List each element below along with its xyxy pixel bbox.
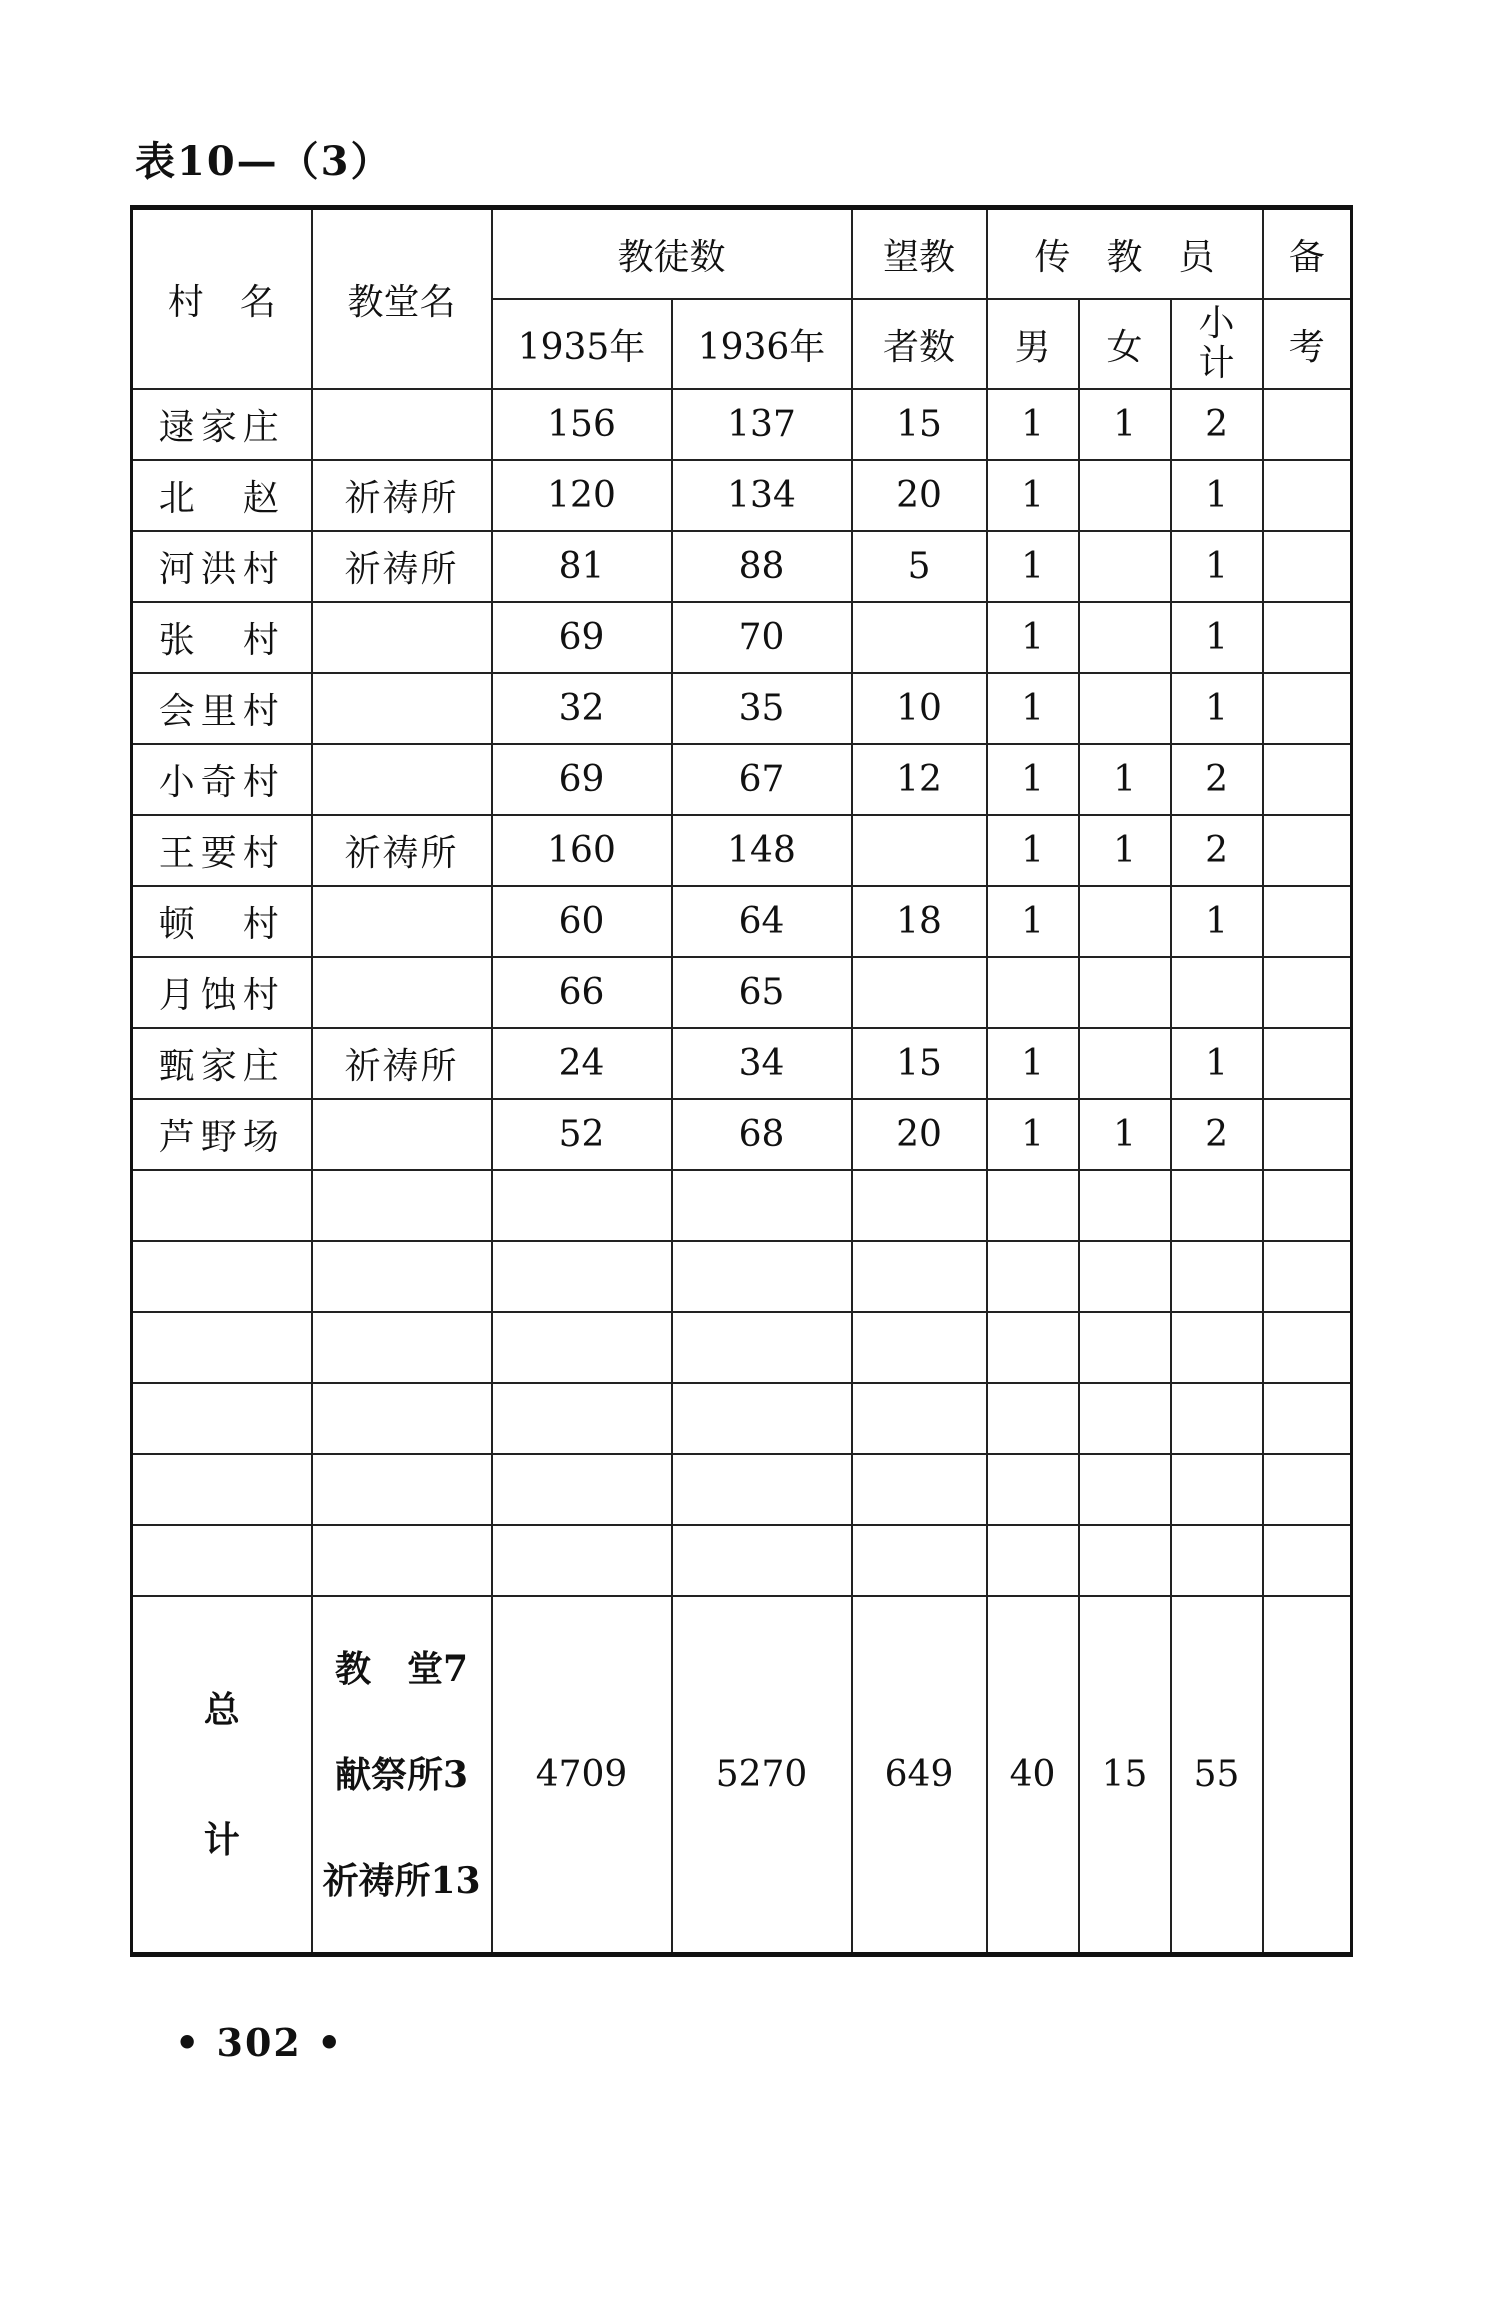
- cell-remarks: [1263, 389, 1352, 460]
- cell-remarks: [1263, 602, 1352, 673]
- cell-church: [312, 673, 492, 744]
- cell-believers-1936: 148: [672, 815, 852, 886]
- cell-believers-1935: 69: [492, 744, 672, 815]
- cell-female: [1079, 957, 1171, 1028]
- cell-believers-1935: [492, 1383, 672, 1454]
- cell-remarks: [1263, 460, 1352, 531]
- cell-male: 1: [987, 1099, 1079, 1170]
- cell-village: 逯家庄: [132, 389, 312, 460]
- cell-male: [987, 1383, 1079, 1454]
- church-statistics-table: [130, 205, 1353, 1957]
- cell-female: [1079, 1525, 1171, 1596]
- cell-village: 甄家庄: [132, 1028, 312, 1099]
- cell-remarks: [1263, 1099, 1352, 1170]
- cell-catechumens: 18: [852, 886, 987, 957]
- cell-female: [1079, 1028, 1171, 1099]
- table-row: [132, 744, 1352, 815]
- cell-believers-1936: [672, 1312, 852, 1383]
- cell-subtotal: 1: [1171, 1028, 1263, 1099]
- cell-subtotal: 2: [1171, 389, 1263, 460]
- cell-subtotal: 1: [1171, 673, 1263, 744]
- cell-believers-1936: 67: [672, 744, 852, 815]
- table-row: [132, 531, 1352, 602]
- cell-catechumens: 20: [852, 1099, 987, 1170]
- cell-catechumens: [852, 602, 987, 673]
- cell-church: [312, 1099, 492, 1170]
- cell-subtotal: [1171, 1241, 1263, 1312]
- cell-village: 北 赵: [132, 460, 312, 531]
- cell-believers-1936: [672, 1170, 852, 1241]
- table-row: [132, 886, 1352, 957]
- cell-subtotal: 2: [1171, 815, 1263, 886]
- cell-believers-1935: 160: [492, 815, 672, 886]
- table-row: [132, 389, 1352, 460]
- total-label: [132, 1596, 312, 1955]
- cell-remarks: [1263, 1383, 1352, 1454]
- cell-catechumens: 10: [852, 673, 987, 744]
- table-row: [132, 673, 1352, 744]
- cell-village: [132, 1383, 312, 1454]
- cell-village: 月蚀村: [132, 957, 312, 1028]
- total-remarks: [1263, 1596, 1352, 1955]
- total-subtotal: 55: [1171, 1596, 1263, 1955]
- cell-village: 顿 村: [132, 886, 312, 957]
- total-label-bottom: 计: [203, 1818, 240, 1861]
- cell-male: [987, 1454, 1079, 1525]
- header-male: 男: [987, 299, 1079, 389]
- cell-church: [312, 1241, 492, 1312]
- header-subtotal-bottom: 计: [1198, 343, 1235, 384]
- table-row: [132, 957, 1352, 1028]
- total-church-line: 献祭所3: [334, 1753, 469, 1796]
- cell-male: [987, 1241, 1079, 1312]
- header-subtotal-top: 小: [1198, 303, 1235, 344]
- cell-believers-1936: [672, 1383, 852, 1454]
- cell-remarks: [1263, 673, 1352, 744]
- total-label-top: 总: [203, 1688, 240, 1731]
- table-row: [132, 1241, 1352, 1312]
- cell-catechumens: 12: [852, 744, 987, 815]
- cell-subtotal: 2: [1171, 1099, 1263, 1170]
- cell-male: 1: [987, 602, 1079, 673]
- cell-village: [132, 1454, 312, 1525]
- total-church-line: 教 堂7: [334, 1647, 469, 1690]
- cell-church: [312, 1383, 492, 1454]
- cell-village: 王要村: [132, 815, 312, 886]
- header-year-1936: 1936年: [672, 299, 852, 389]
- cell-male: 1: [987, 886, 1079, 957]
- cell-believers-1935: 120: [492, 460, 672, 531]
- header-catechumen-bottom: 者数: [852, 299, 987, 389]
- cell-catechumens: [852, 1383, 987, 1454]
- cell-church: 祈祷所: [312, 460, 492, 531]
- table-row: [132, 1454, 1352, 1525]
- cell-village: [132, 1525, 312, 1596]
- cell-subtotal: 1: [1171, 886, 1263, 957]
- cell-male: [987, 1525, 1079, 1596]
- header-remarks-bottom: 考: [1263, 299, 1352, 389]
- cell-believers-1935: [492, 1312, 672, 1383]
- cell-female: [1079, 531, 1171, 602]
- header-believers: 教徒数: [492, 208, 852, 300]
- cell-female: 1: [1079, 815, 1171, 886]
- cell-believers-1935: 81: [492, 531, 672, 602]
- cell-male: [987, 1312, 1079, 1383]
- total-believers-1935: 4709: [492, 1596, 672, 1955]
- cell-catechumens: [852, 1170, 987, 1241]
- cell-believers-1935: 69: [492, 602, 672, 673]
- header-church: 教堂名: [312, 208, 492, 390]
- cell-female: 1: [1079, 1099, 1171, 1170]
- cell-believers-1935: [492, 1241, 672, 1312]
- cell-believers-1936: 35: [672, 673, 852, 744]
- header-female: 女: [1079, 299, 1171, 389]
- cell-male: 1: [987, 460, 1079, 531]
- cell-remarks: [1263, 1241, 1352, 1312]
- table-row: [132, 1170, 1352, 1241]
- cell-catechumens: [852, 1241, 987, 1312]
- cell-catechumens: [852, 1454, 987, 1525]
- cell-believers-1935: 24: [492, 1028, 672, 1099]
- total-female: 15: [1079, 1596, 1171, 1955]
- cell-remarks: [1263, 744, 1352, 815]
- cell-believers-1936: [672, 1454, 852, 1525]
- cell-remarks: [1263, 1525, 1352, 1596]
- cell-believers-1935: 156: [492, 389, 672, 460]
- cell-remarks: [1263, 1028, 1352, 1099]
- cell-church: 祈祷所: [312, 1028, 492, 1099]
- cell-female: 1: [1079, 744, 1171, 815]
- cell-male: 1: [987, 389, 1079, 460]
- cell-male: 1: [987, 815, 1079, 886]
- cell-church: [312, 602, 492, 673]
- cell-village: [132, 1312, 312, 1383]
- cell-believers-1936: 134: [672, 460, 852, 531]
- cell-catechumens: [852, 1525, 987, 1596]
- header-year-1935: 1935年: [492, 299, 672, 389]
- total-row: [132, 1596, 1352, 1955]
- cell-believers-1936: 137: [672, 389, 852, 460]
- cell-church: [312, 886, 492, 957]
- cell-female: [1079, 673, 1171, 744]
- cell-subtotal: 1: [1171, 531, 1263, 602]
- cell-male: [987, 957, 1079, 1028]
- table-row: [132, 1028, 1352, 1099]
- cell-believers-1935: [492, 1454, 672, 1525]
- cell-church: [312, 1170, 492, 1241]
- table-row: [132, 1525, 1352, 1596]
- total-believers-1936: 5270: [672, 1596, 852, 1955]
- header-catechumen-top: 望教: [852, 208, 987, 300]
- cell-church: [312, 1312, 492, 1383]
- total-church-summary: [312, 1596, 492, 1955]
- cell-church: 祈祷所: [312, 531, 492, 602]
- table-row: [132, 602, 1352, 673]
- cell-female: [1079, 1383, 1171, 1454]
- cell-believers-1936: 68: [672, 1099, 852, 1170]
- cell-believers-1936: 88: [672, 531, 852, 602]
- total-catechumens: 649: [852, 1596, 987, 1955]
- cell-church: [312, 744, 492, 815]
- total-church-line: 祈祷所13: [322, 1859, 481, 1902]
- cell-believers-1936: 64: [672, 886, 852, 957]
- cell-remarks: [1263, 886, 1352, 957]
- cell-female: [1079, 1312, 1171, 1383]
- cell-believers-1935: 32: [492, 673, 672, 744]
- cell-church: [312, 957, 492, 1028]
- cell-catechumens: 15: [852, 1028, 987, 1099]
- cell-male: 1: [987, 744, 1079, 815]
- cell-village: 小奇村: [132, 744, 312, 815]
- cell-male: 1: [987, 673, 1079, 744]
- cell-village: 张 村: [132, 602, 312, 673]
- header-row-1: [132, 208, 1352, 300]
- cell-church: [312, 389, 492, 460]
- table-row: [132, 1099, 1352, 1170]
- cell-believers-1935: [492, 1170, 672, 1241]
- cell-remarks: [1263, 815, 1352, 886]
- cell-believers-1936: 34: [672, 1028, 852, 1099]
- cell-church: [312, 1454, 492, 1525]
- cell-female: [1079, 460, 1171, 531]
- table-row: [132, 1383, 1352, 1454]
- cell-catechumens: 15: [852, 389, 987, 460]
- table-row: [132, 460, 1352, 531]
- cell-church: 祈祷所: [312, 815, 492, 886]
- header-missionary: 传 教 员: [987, 208, 1263, 300]
- page-number: • 302 •: [175, 2020, 344, 2065]
- cell-remarks: [1263, 1454, 1352, 1525]
- cell-remarks: [1263, 1170, 1352, 1241]
- cell-subtotal: [1171, 1454, 1263, 1525]
- cell-male: [987, 1170, 1079, 1241]
- cell-subtotal: [1171, 1383, 1263, 1454]
- table-row: [132, 1312, 1352, 1383]
- cell-believers-1935: 52: [492, 1099, 672, 1170]
- cell-subtotal: 2: [1171, 744, 1263, 815]
- table-row: [132, 815, 1352, 886]
- cell-subtotal: 1: [1171, 602, 1263, 673]
- cell-subtotal: [1171, 1170, 1263, 1241]
- cell-female: 1: [1079, 389, 1171, 460]
- cell-subtotal: [1171, 957, 1263, 1028]
- cell-remarks: [1263, 531, 1352, 602]
- cell-believers-1935: 60: [492, 886, 672, 957]
- cell-female: [1079, 1241, 1171, 1312]
- cell-village: 河洪村: [132, 531, 312, 602]
- header-village: 村 名: [132, 208, 312, 390]
- cell-believers-1936: [672, 1241, 852, 1312]
- cell-catechumens: 5: [852, 531, 987, 602]
- cell-subtotal: [1171, 1312, 1263, 1383]
- cell-believers-1936: 70: [672, 602, 852, 673]
- cell-female: [1079, 1170, 1171, 1241]
- cell-church: [312, 1525, 492, 1596]
- cell-catechumens: [852, 957, 987, 1028]
- cell-believers-1936: 65: [672, 957, 852, 1028]
- table-caption: 表10—（3）: [135, 138, 393, 185]
- header-remarks-top: 备: [1263, 208, 1352, 300]
- cell-female: [1079, 1454, 1171, 1525]
- cell-village: [132, 1241, 312, 1312]
- cell-subtotal: 1: [1171, 460, 1263, 531]
- cell-village: [132, 1170, 312, 1241]
- cell-remarks: [1263, 1312, 1352, 1383]
- header-subtotal: [1171, 299, 1263, 389]
- cell-remarks: [1263, 957, 1352, 1028]
- cell-believers-1936: [672, 1525, 852, 1596]
- cell-subtotal: [1171, 1525, 1263, 1596]
- cell-male: 1: [987, 1028, 1079, 1099]
- cell-believers-1935: 66: [492, 957, 672, 1028]
- cell-catechumens: [852, 815, 987, 886]
- cell-female: [1079, 886, 1171, 957]
- cell-village: 芦野场: [132, 1099, 312, 1170]
- cell-female: [1079, 602, 1171, 673]
- cell-catechumens: 20: [852, 460, 987, 531]
- cell-catechumens: [852, 1312, 987, 1383]
- cell-male: 1: [987, 531, 1079, 602]
- total-male: 40: [987, 1596, 1079, 1955]
- cell-village: 会里村: [132, 673, 312, 744]
- cell-believers-1935: [492, 1525, 672, 1596]
